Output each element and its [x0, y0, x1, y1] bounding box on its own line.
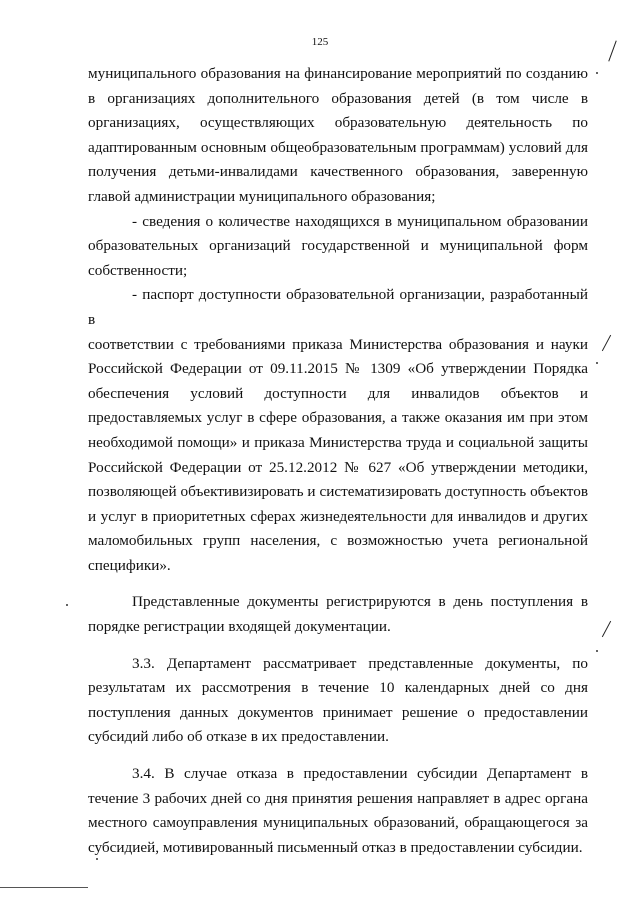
text-line: - сведения о количестве находящихся в муниципальном образовании [132, 212, 588, 230]
text-line: соответствии с требованиями приказа Министерства образования и науки [88, 335, 588, 353]
text-line: предоставляемых услуг в сфере образования, а также оказания им при этом [88, 409, 588, 427]
text-line: Российской Федерации от 25.12.2012 № 627 «Об утверждении методики, [88, 458, 588, 476]
paragraph [88, 590, 588, 639]
text-line: получения детьми-инвалидами качественного образования, заверенную [88, 163, 588, 181]
margin-dot [596, 362, 598, 364]
margin-mark [602, 621, 611, 637]
text-line: организациях, осуществляющих образовательную деятельность по [88, 114, 588, 132]
page-number: 125 [311, 36, 329, 48]
text-line: субсидией, мотивированный письменный отказ в предоставлении субсидии. [88, 838, 583, 856]
text-line: Представленные документы регистрируются в день поступления в [132, 593, 588, 611]
margin-dot [96, 858, 98, 860]
text-line: маломобильных групп населения, с возможностью учета региональной [88, 532, 588, 550]
margin-mark [602, 335, 611, 351]
text-line: течение 3 рабочих дней со дня принятия решения направляет в адрес органа [88, 789, 588, 807]
text-line: специфики». [88, 556, 171, 574]
text-line: результатам их рассмотрения в течение 10 календарных дней со дня [88, 679, 588, 697]
text-line: главой администрации муниципального образования; [88, 187, 436, 205]
text-line: адаптированным основным общеобразовательным программам) условий для [88, 138, 588, 156]
text-line: собственности; [88, 261, 188, 279]
paragraph [88, 210, 588, 284]
text-line: 3.3. Департамент рассматривает представленные документы, по [132, 654, 588, 672]
margin-dot [66, 604, 68, 606]
text-line: в организациях дополнительного образования детей (в том числе в [88, 89, 588, 107]
text-line: муниципального образования на финансирование мероприятий по созданию [88, 65, 588, 82]
text-line: порядке регистрации входящей документации. [88, 618, 391, 636]
scan-edge-line [0, 887, 88, 888]
paragraph [88, 652, 588, 750]
paragraph [88, 62, 588, 210]
text-line: субсидий либо об отказе в их предоставлении. [88, 728, 389, 746]
text-line: и услуг в приоритетных сферах жизнедеятельности для инвалидов и других [88, 507, 588, 525]
document-body [88, 62, 588, 860]
text-line: 3.4. В случае отказа в предоставлении субсидии Департамент в [132, 765, 588, 783]
text-line: поступления данных документов принимает решение о предоставлении [88, 703, 588, 721]
paragraph [88, 283, 588, 578]
text-line: образовательных организаций государственной и муниципальной форм [88, 237, 588, 255]
text-line: обеспечения условий доступности для инвалидов объектов и [88, 384, 588, 402]
text-line: - паспорт доступности образовательной организации, разработанный в [88, 286, 588, 328]
text-line: позволяющей объективизировать и систематизировать доступность объектов [88, 483, 588, 501]
margin-dot [596, 72, 598, 74]
text-line: необходимой помощи» и приказа Министерства труда и социальной защиты [88, 433, 588, 451]
paragraph [88, 762, 588, 860]
text-line: Российской Федерации от 09.11.2015 № 1309 «Об утверждении Порядка [88, 360, 588, 378]
text-line: местного самоуправления муниципальных образований, обращающегося за [88, 814, 588, 832]
margin-dot [596, 650, 598, 652]
